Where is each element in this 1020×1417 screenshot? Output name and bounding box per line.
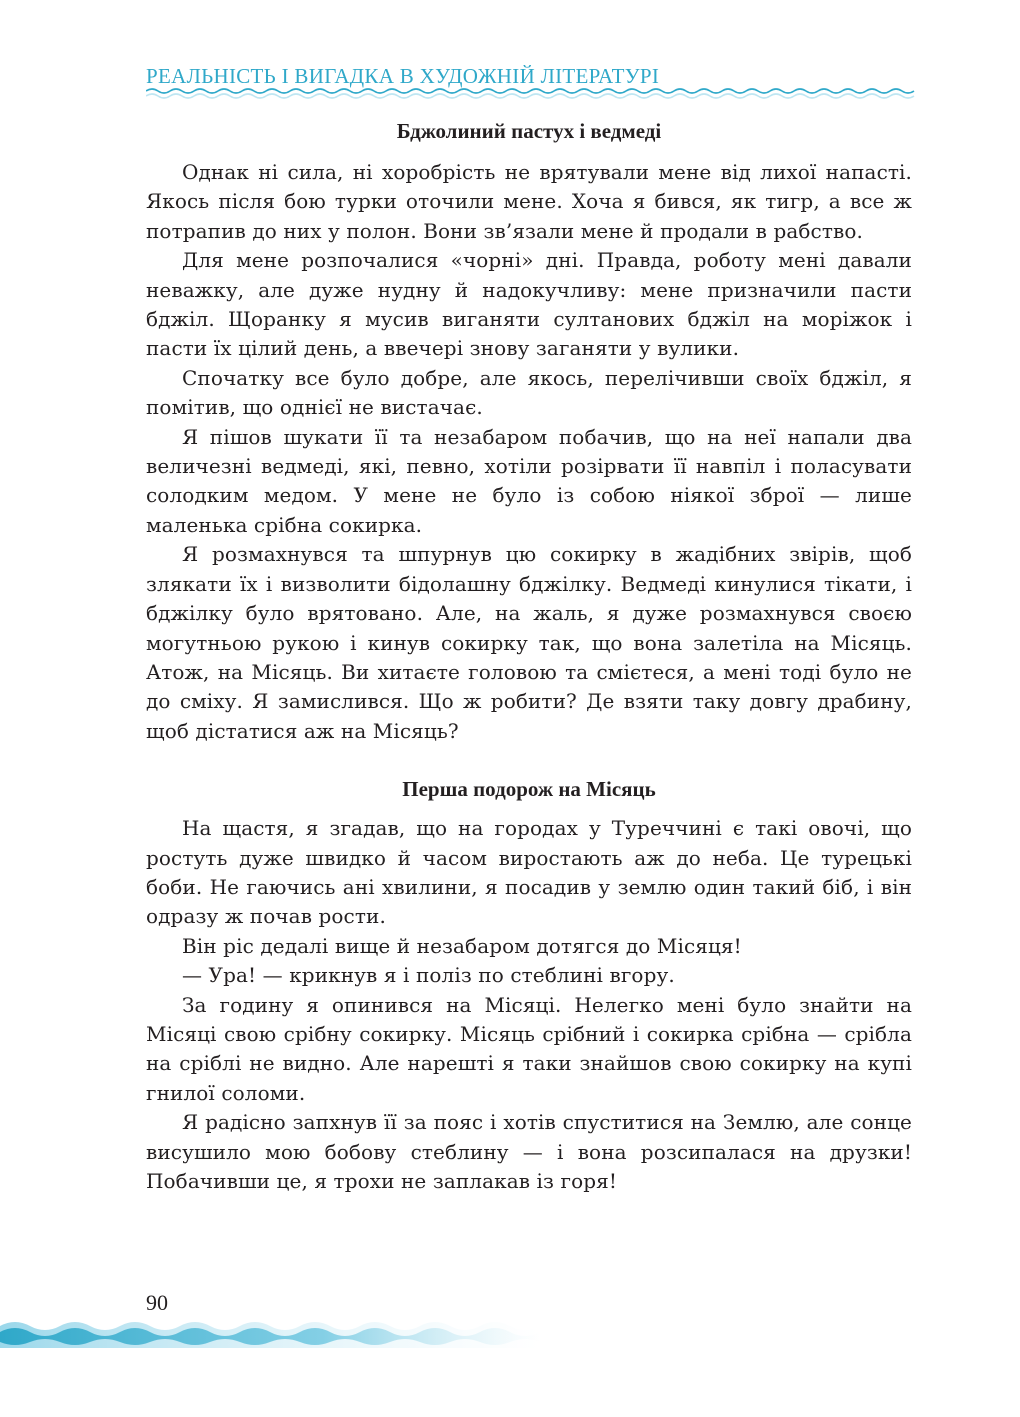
paragraph: На щастя, я згадав, що на городах у Туреччині є такі овочі, що ростуть дуже швидко й часом виростають аж до неба. Це турецькі боби. Не гаючись ані хвилини, я посадив у землю один такий біб, і він одразу ж почав рости. xyxy=(146,816,912,929)
paragraph: Однак ні сила, ні хоробрість не врятували мене від лихої напасті. Якось після бою турки оточили мене. Хоча я бився, як тигр, а все ж потрапив до них у полон. Вони зв’язали мене й продали в рабство. xyxy=(146,160,912,243)
page-number: 90 xyxy=(146,1290,168,1315)
paragraph: Я розмахнувся та шпурнув цю сокирку в жадібних звірів, щоб злякати їх і визволити бідолашну бджілку. Ведмеді кинулися тікати, і бджілку було врятовано. Але, на жаль, я дуже розмахнувся своєю могутньою рукою і кинув сокирку так, що вона залетіла на Місяць. Атож, на Місяць. Ви хитаєте головою та смієтеся, а мені тоді було не до сміху. Я замислився. Що ж робити? Де взяти таку довгу драбину, щоб дістатися аж на Місяць? xyxy=(146,542,912,743)
section-title: Бджолиний пастух і ведмеді xyxy=(396,119,662,143)
footer-wave-decoration xyxy=(0,1312,540,1348)
paragraph: Я пішов шукати її та незабаром побачив, що на неї напали два величезні ведмеді, які, певно, хотіли розірвати її навпіл і поласувати солодким медом. У мене не було із собою ніякої зброї — лише маленька срібна сокирка. xyxy=(146,424,912,537)
paragraph: Для мене розпочалися «чорні» дні. Правда, роботу мені давали неважку, але дуже нудну й надокучливу: мене призначили пасти бджіл. Щоранку я мусив виганяти султанових бджіл на моріжок і пасти їх цілий день, а ввечері знову заганяти у вулики. xyxy=(146,248,912,361)
header-wave-divider xyxy=(146,87,916,99)
paragraph: Він ріс дедалі вище й незабаром дотягся до Місяця! xyxy=(182,933,742,958)
paragraph: За годину я опинився на Місяці. Нелегко мені було знайти на Місяці свою срібну сокирку. Місяць срібний і сокирка срібна — срібла на сріблі не видно. Але нарешті я таки знайшов свою сокирку на купі гнилої соломи. xyxy=(146,992,912,1105)
section-title: Перша подорож на Місяць xyxy=(402,777,656,802)
paragraph: — Ура! — крикнув я і поліз по стеблині вгору. xyxy=(182,963,675,988)
running-header: РЕАЛЬНІСТЬ І ВИГАДКА В ХУДОЖНІЙ ЛІТЕРАТУРІ xyxy=(146,64,660,88)
chapter-text xyxy=(146,116,912,1196)
paragraph: Спочатку все було добре, але якось, перелічивши своїх бджіл, я помітив, що однієї не вистачає. xyxy=(146,365,912,420)
paragraph: Я радісно запхнув її за пояс і хотів спуститися на Землю, але сонце висушило мою бобову стеблину — і вона розсипалася на друзки! Побачивши це, я трохи не заплакав із горя! xyxy=(146,1110,912,1193)
